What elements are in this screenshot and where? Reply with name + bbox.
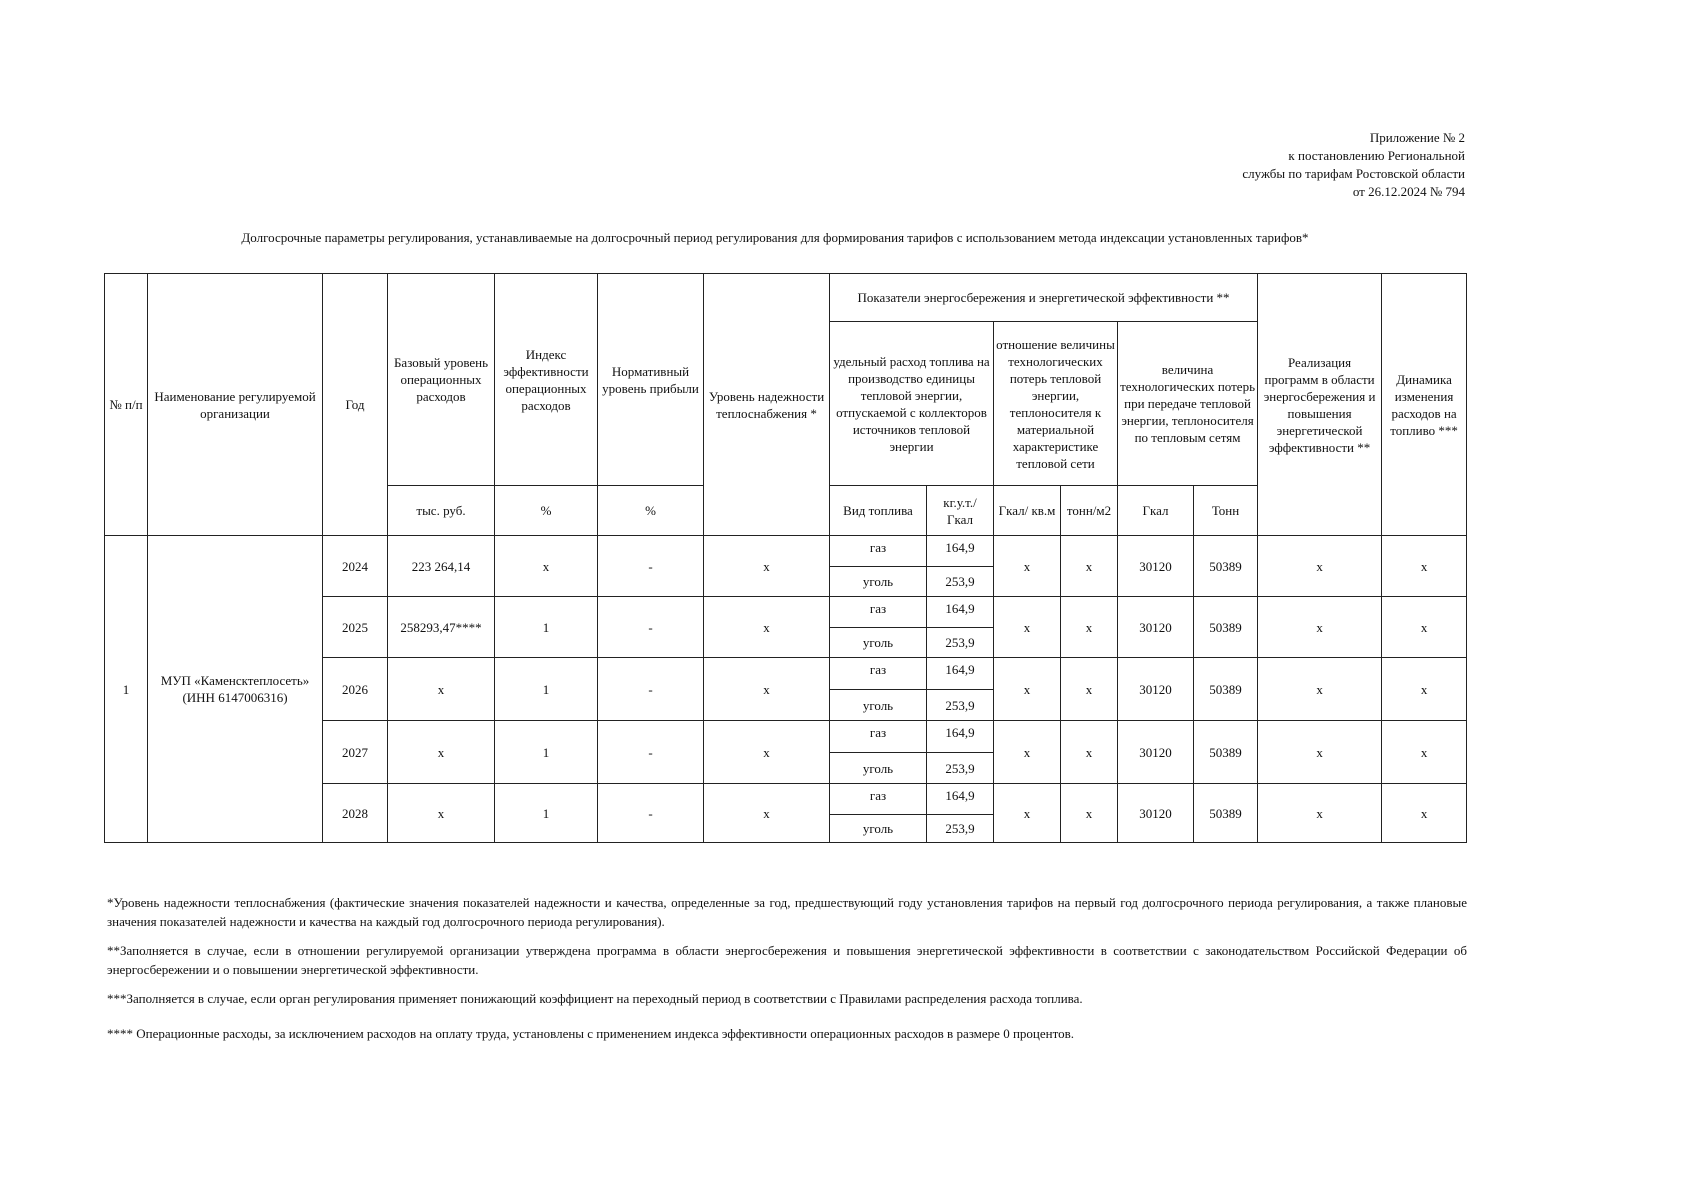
cell-base-opex: х — [388, 784, 495, 843]
cell-profit-level: - — [598, 721, 704, 784]
cell-base-opex: х — [388, 721, 495, 784]
cell-loss-ratio-mass: х — [1061, 597, 1118, 658]
header-energy-group: Показатели энергосбережения и энергетической эффективности ** — [830, 274, 1258, 322]
cell-loss-heat: 30120 — [1118, 597, 1194, 658]
unit-profit: % — [598, 486, 704, 536]
parameters-table — [104, 273, 1467, 843]
unit-index: % — [495, 486, 598, 536]
cell-fuel-rate: 253,9 — [927, 753, 994, 784]
cell-program: х — [1258, 721, 1382, 784]
cell-reliability: х — [704, 597, 830, 658]
cell-profit-level: - — [598, 597, 704, 658]
cell-efficiency-index: 1 — [495, 658, 598, 721]
cell-year: 2024 — [323, 536, 388, 597]
cell-year: 2026 — [323, 658, 388, 721]
cell-fuel-rate: 253,9 — [927, 690, 994, 721]
cell-reliability: х — [704, 536, 830, 597]
cell-program: х — [1258, 784, 1382, 843]
header-year: Год — [323, 274, 388, 536]
cell-loss-heat: 30120 — [1118, 536, 1194, 597]
header-profit-level: Нормативный уровень прибыли — [598, 274, 704, 486]
unit-loss-heat: Гкал — [1118, 486, 1194, 536]
cell-year: 2028 — [323, 784, 388, 843]
appendix-line-2: к постановлению Региональной — [1288, 148, 1465, 163]
cell-fuel-type: уголь — [830, 753, 927, 784]
cell-efficiency-index: 1 — [495, 597, 598, 658]
cell-dynamics: х — [1382, 721, 1467, 784]
cell-efficiency-index: 1 — [495, 721, 598, 784]
header-efficiency-index: Индекс эффективности операционных расходов — [495, 274, 598, 486]
cell-dynamics: х — [1382, 784, 1467, 843]
footnote-energy-program: **Заполняется в случае, если в отношении регулируемой организации утверждена программа в области энергосбережения и повышения энергетической эффективности в соответствии с законодательством Российской Федерации об энергосбережении и о повышении энергетической эффективности. — [107, 943, 1467, 977]
cell-loss-ratio-heat: х — [994, 784, 1061, 843]
cell-fuel-type: газ — [830, 784, 927, 815]
cell-fuel-rate: 164,9 — [927, 658, 994, 690]
cell-program: х — [1258, 597, 1382, 658]
cell-base-opex: 223 264,14 — [388, 536, 495, 597]
cell-efficiency-index: 1 — [495, 784, 598, 843]
cell-fuel-type: уголь — [830, 815, 927, 843]
header-fuel-rate: удельный расход топлива на производство единицы тепловой энергии, отпускаемой с коллекторов источников тепловой энергии — [830, 322, 994, 486]
cell-fuel-type: уголь — [830, 567, 927, 597]
cell-profit-level: - — [598, 536, 704, 597]
document-title: Долгосрочные параметры регулирования, устанавливаемые на долгосрочный период регулирования для формирования тарифов с использованием метода индексации установленных тарифов* — [241, 230, 1309, 245]
cell-profit-level: - — [598, 658, 704, 721]
cell-profit-level: - — [598, 784, 704, 843]
cell-loss-mass: 50389 — [1194, 721, 1258, 784]
unit-base: тыс. руб. — [388, 486, 495, 536]
cell-fuel-rate: 253,9 — [927, 815, 994, 843]
cell-base-opex: х — [388, 658, 495, 721]
cell-fuel-rate: 164,9 — [927, 536, 994, 567]
header-org: Наименование регулируемой организации — [148, 274, 323, 536]
unit-fuel-type: Вид топлива — [830, 486, 927, 536]
cell-fuel-type: уголь — [830, 690, 927, 721]
cell-dynamics: х — [1382, 597, 1467, 658]
cell-fuel-type: газ — [830, 658, 927, 690]
cell-base-opex: 258293,47**** — [388, 597, 495, 658]
cell-loss-mass: 50389 — [1194, 536, 1258, 597]
appendix-line-1: Приложение № 2 — [1369, 130, 1465, 145]
cell-fuel-type: газ — [830, 597, 927, 628]
appendix-block — [1242, 129, 1465, 201]
cell-reliability: х — [704, 784, 830, 843]
header-num: № п/п — [105, 274, 148, 536]
unit-fuel-rate: кг.у.т./ Гкал — [927, 486, 994, 536]
row-number: 1 — [105, 536, 148, 843]
cell-program: х — [1258, 658, 1382, 721]
cell-fuel-rate: 253,9 — [927, 567, 994, 597]
cell-efficiency-index: х — [495, 536, 598, 597]
unit-loss-ratio-heat: Гкал/ кв.м — [994, 486, 1061, 536]
cell-loss-heat: 30120 — [1118, 721, 1194, 784]
footnote-fuel-coefficient: ***Заполняется в случае, если орган регулирования применяет понижающий коэффициент на переходный период в соответствии с Правилами распределения расхода топлива. — [107, 991, 1083, 1006]
cell-year: 2025 — [323, 597, 388, 658]
footnote-opex: **** Операционные расходы, за исключением расходов на оплату труда, установлены с применением индекса эффективности операционных расходов в размере 0 процентов. — [107, 1026, 1074, 1041]
cell-dynamics: х — [1382, 658, 1467, 721]
appendix-line-3: службы по тарифам Ростовской области — [1242, 166, 1465, 181]
cell-fuel-rate: 253,9 — [927, 628, 994, 658]
cell-reliability: х — [704, 721, 830, 784]
cell-fuel-rate: 164,9 — [927, 784, 994, 815]
unit-loss-ratio-mass: тонн/м2 — [1061, 486, 1118, 536]
cell-loss-ratio-heat: х — [994, 536, 1061, 597]
cell-fuel-type: газ — [830, 536, 927, 567]
header-reliability: Уровень надежности теплоснабжения * — [704, 274, 830, 536]
cell-fuel-type: уголь — [830, 628, 927, 658]
cell-loss-mass: 50389 — [1194, 658, 1258, 721]
cell-loss-ratio-mass: х — [1061, 784, 1118, 843]
cell-loss-ratio-heat: х — [994, 721, 1061, 784]
cell-dynamics: х — [1382, 536, 1467, 597]
cell-loss-ratio-mass: х — [1061, 536, 1118, 597]
cell-fuel-rate: 164,9 — [927, 721, 994, 753]
cell-loss-heat: 30120 — [1118, 784, 1194, 843]
cell-loss-ratio-heat: х — [994, 597, 1061, 658]
header-base-opex: Базовый уровень операционных расходов — [388, 274, 495, 486]
header-program: Реализация программ в области энергосбережения и повышения энергетической эффективности ** — [1258, 274, 1382, 536]
organization-name: МУП «Каменсктеплосеть» (ИНН 6147006316) — [148, 536, 323, 843]
cell-year: 2027 — [323, 721, 388, 784]
footnote-reliability: *Уровень надежности теплоснабжения (фактические значения показателей надежности и качества, определенные за год, предшествующий году установления тарифов на первый год долгосрочного периода регулирования, а также плановые значения показателей надежности и качества на каждый год долгосрочного периода регулирования). — [107, 895, 1467, 929]
cell-fuel-type: газ — [830, 721, 927, 753]
cell-program: х — [1258, 536, 1382, 597]
cell-loss-ratio-heat: х — [994, 658, 1061, 721]
cell-reliability: х — [704, 658, 830, 721]
footnotes — [107, 893, 1467, 1053]
appendix-line-4: от 26.12.2024 № 794 — [1352, 184, 1465, 199]
cell-loss-mass: 50389 — [1194, 784, 1258, 843]
header-loss-value: величина технологических потерь при передаче тепловой энергии, теплоносителя по тепловым сетям — [1118, 322, 1258, 486]
cell-loss-mass: 50389 — [1194, 597, 1258, 658]
unit-loss-mass: Тонн — [1194, 486, 1258, 536]
cell-loss-ratio-mass: х — [1061, 721, 1118, 784]
header-dynamics: Динамика изменения расходов на топливо *** — [1382, 274, 1467, 536]
cell-loss-ratio-mass: х — [1061, 658, 1118, 721]
cell-loss-heat: 30120 — [1118, 658, 1194, 721]
header-loss-ratio: отношение величины технологических потерь тепловой энергии, теплоносителя к материальной характеристике тепловой сети — [994, 322, 1118, 486]
cell-fuel-rate: 164,9 — [927, 597, 994, 628]
